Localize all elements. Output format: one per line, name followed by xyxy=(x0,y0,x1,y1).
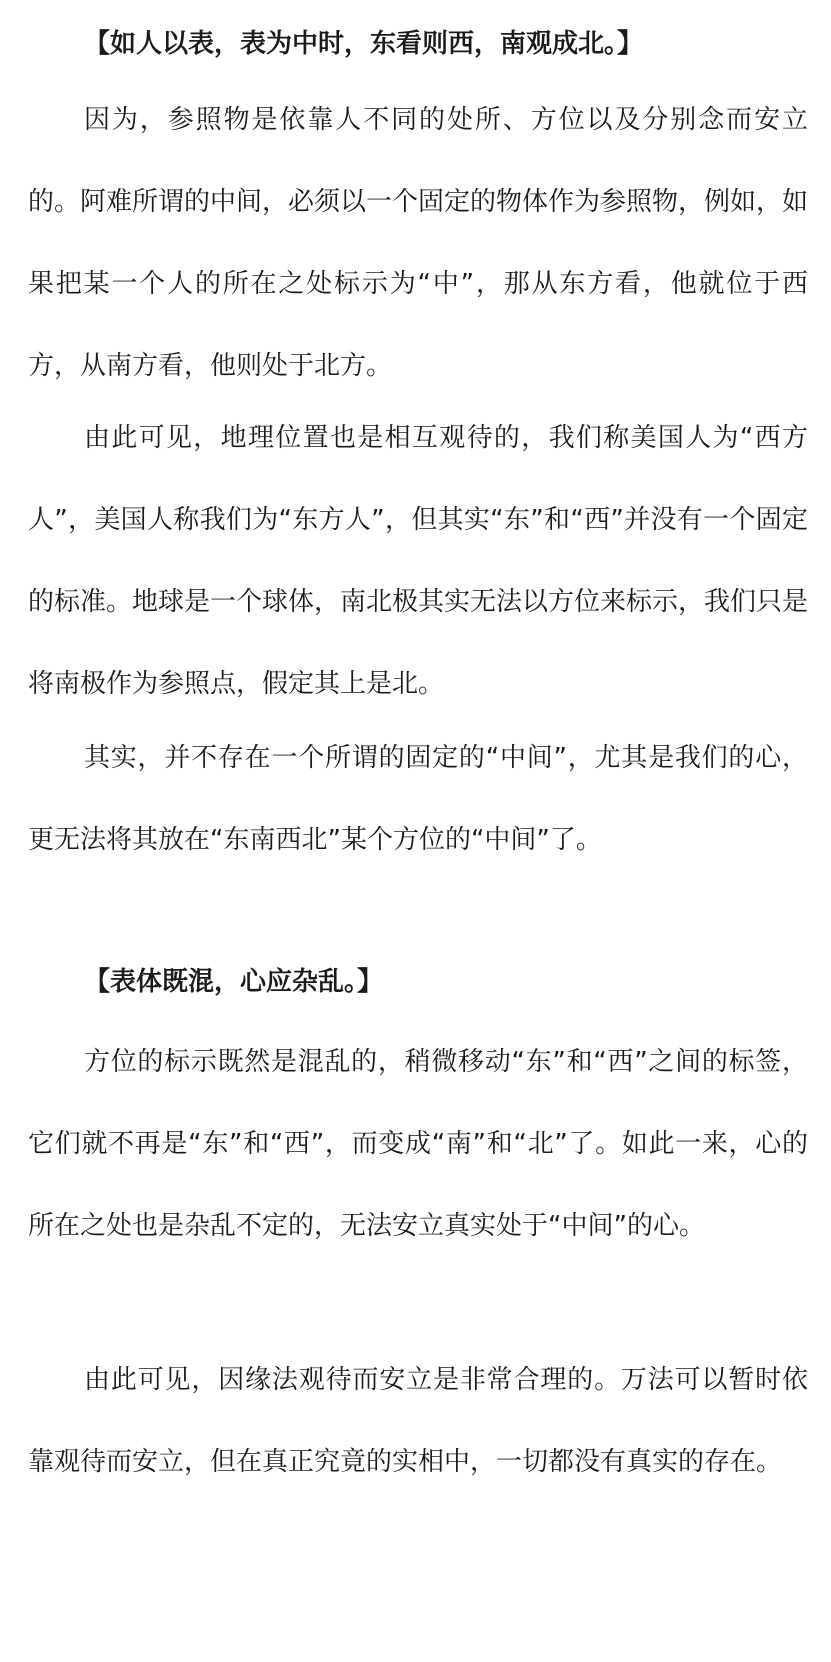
section-heading-2: 【表体既混，心应杂乱。】 xyxy=(84,967,384,997)
paragraph: 由此可见，地理位置也是相互观待的，我们称美国人为“西方人”，美国人称我们为“东方人”，但其实“东”和“西”并没有一个固定的标准。地球是一个球体，南北极其实无法以方位来标示，我们只是将南极作为参照点，假定其上是北。 xyxy=(28,423,809,699)
paragraph: 因为，参照物是依靠人不同的处所、方位以及分别念而安立的。阿难所谓的中间，必须以一个固定的物体作为参照物，例如，如果把某一个人的所在之处标示为“中”，那从东方看，他就位于西方，从南方看，他则处于北方。 xyxy=(28,105,809,381)
paragraph: 方位的标示既然是混乱的，稍微移动“东”和“西”之间的标签，它们就不再是“东”和“西”，而变成“南”和“北”了。如此一来，心的所在之处也是杂乱不定的，无法安立真实处于“中间”的心。 xyxy=(28,1047,808,1241)
paragraph: 由此可见，因缘法观待而安立是非常合理的。万法可以暂时依靠观待而安立，但在真正究竟的实相中，一切都没有真实的存在。 xyxy=(28,1365,808,1477)
paragraph: 其实，并不存在一个所谓的固定的“中间”，尤其是我们的心，更无法将其放在“东南西北”某个方位的“中间”了。 xyxy=(28,743,808,855)
section-heading-1: 【如人以表，表为中时，东看则西，南观成北。】 xyxy=(84,29,644,59)
